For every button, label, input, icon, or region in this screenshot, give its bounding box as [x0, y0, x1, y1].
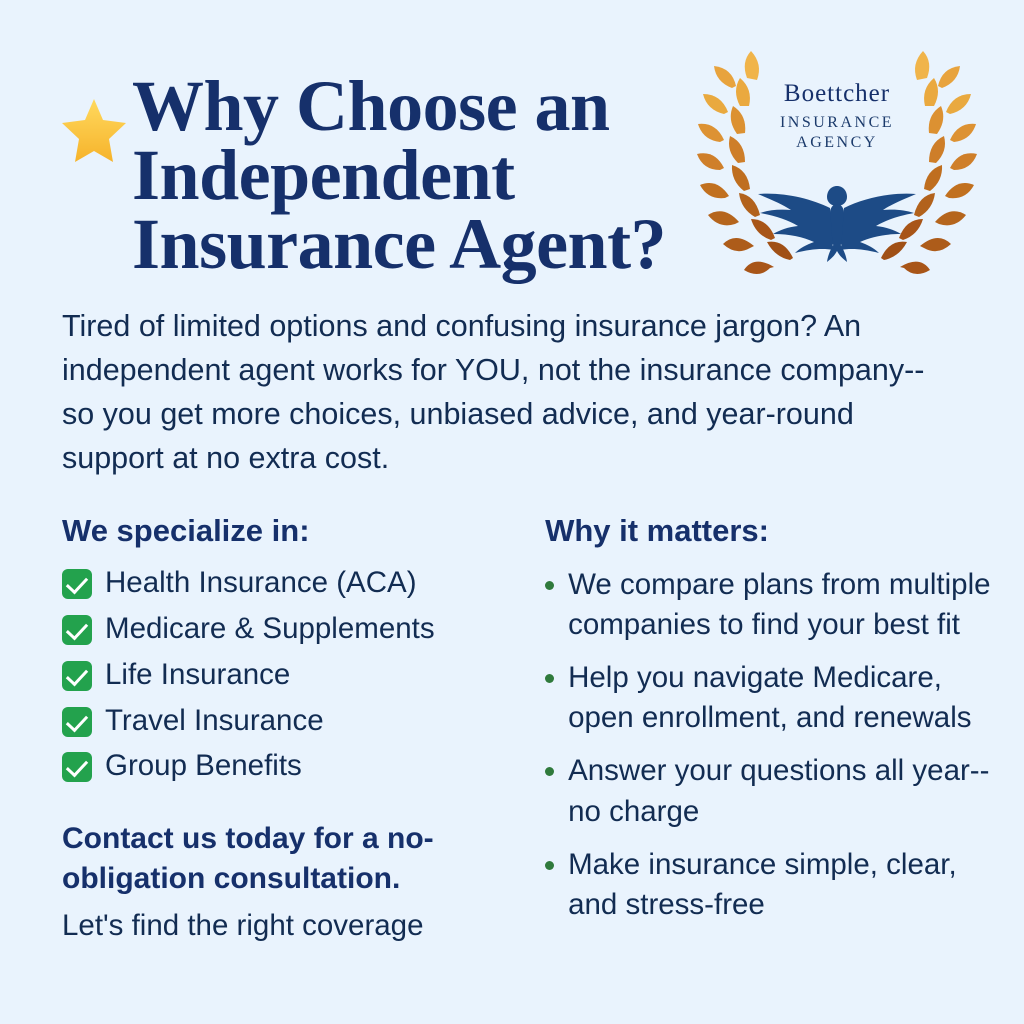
list-item-label: Medicare & Supplements [105, 611, 435, 645]
cta-subtext: Let's find the right coverage [62, 908, 424, 942]
bullet-icon [545, 767, 554, 776]
list-item-label: Life Insurance [105, 657, 291, 691]
list-item [545, 565, 994, 645]
list-item-label: Health Insurance (ACA) [105, 565, 417, 599]
bullet-icon [545, 861, 554, 870]
why-it-matters-list [545, 565, 994, 925]
title-row [0, 66, 1024, 285]
page-title: Why Choose an Independent Insurance Agent? [132, 66, 667, 285]
list-item [62, 565, 545, 602]
bullet-icon [545, 674, 554, 683]
star-icon [58, 94, 130, 166]
list-item-label: Travel Insurance [105, 703, 324, 737]
check-icon [62, 707, 92, 737]
list-item [62, 611, 545, 648]
cta-heading: Contact us today for a no-obligation consultation. [62, 822, 434, 895]
list-item [62, 657, 545, 694]
list-item-label: Answer your questions all year--no charge [568, 754, 990, 828]
list-item [62, 703, 545, 740]
list-item [62, 748, 545, 785]
list-item [545, 658, 994, 738]
intro-paragraph: Tired of limited options and confusing insurance jargon? An independent agent works for YOU, not the insurance company--so you get more choices, unbiased advice, and year-round support at no extra cost. [62, 309, 925, 476]
specialties-list [62, 565, 545, 785]
why-it-matters-column [545, 513, 994, 945]
header [0, 0, 1024, 285]
specialties-heading: We specialize in: [62, 512, 310, 548]
list-item-label: Group Benefits [105, 749, 302, 783]
list-item-label: We compare plans from multiple companies to find your best fit [568, 567, 991, 642]
content-columns [0, 513, 1024, 945]
list-item [545, 751, 994, 831]
logo-line-agency: AGENCY [796, 134, 878, 151]
list-item-label: Help you navigate Medicare, open enrollment, and renewals [568, 661, 972, 735]
logo-name: Boettcher [783, 80, 891, 107]
call-to-action [62, 819, 545, 945]
logo-line-insurance: INSURANCE [779, 114, 895, 131]
check-icon [62, 569, 92, 599]
list-item [545, 845, 994, 925]
specialties-column [62, 513, 545, 945]
list-item-label: Make insurance simple, clear, and stress-free [568, 847, 957, 921]
why-it-matters-heading: Why it matters: [545, 512, 769, 548]
check-icon [62, 752, 92, 782]
check-icon [62, 615, 92, 645]
check-icon [62, 661, 92, 691]
bullet-icon [545, 581, 554, 590]
